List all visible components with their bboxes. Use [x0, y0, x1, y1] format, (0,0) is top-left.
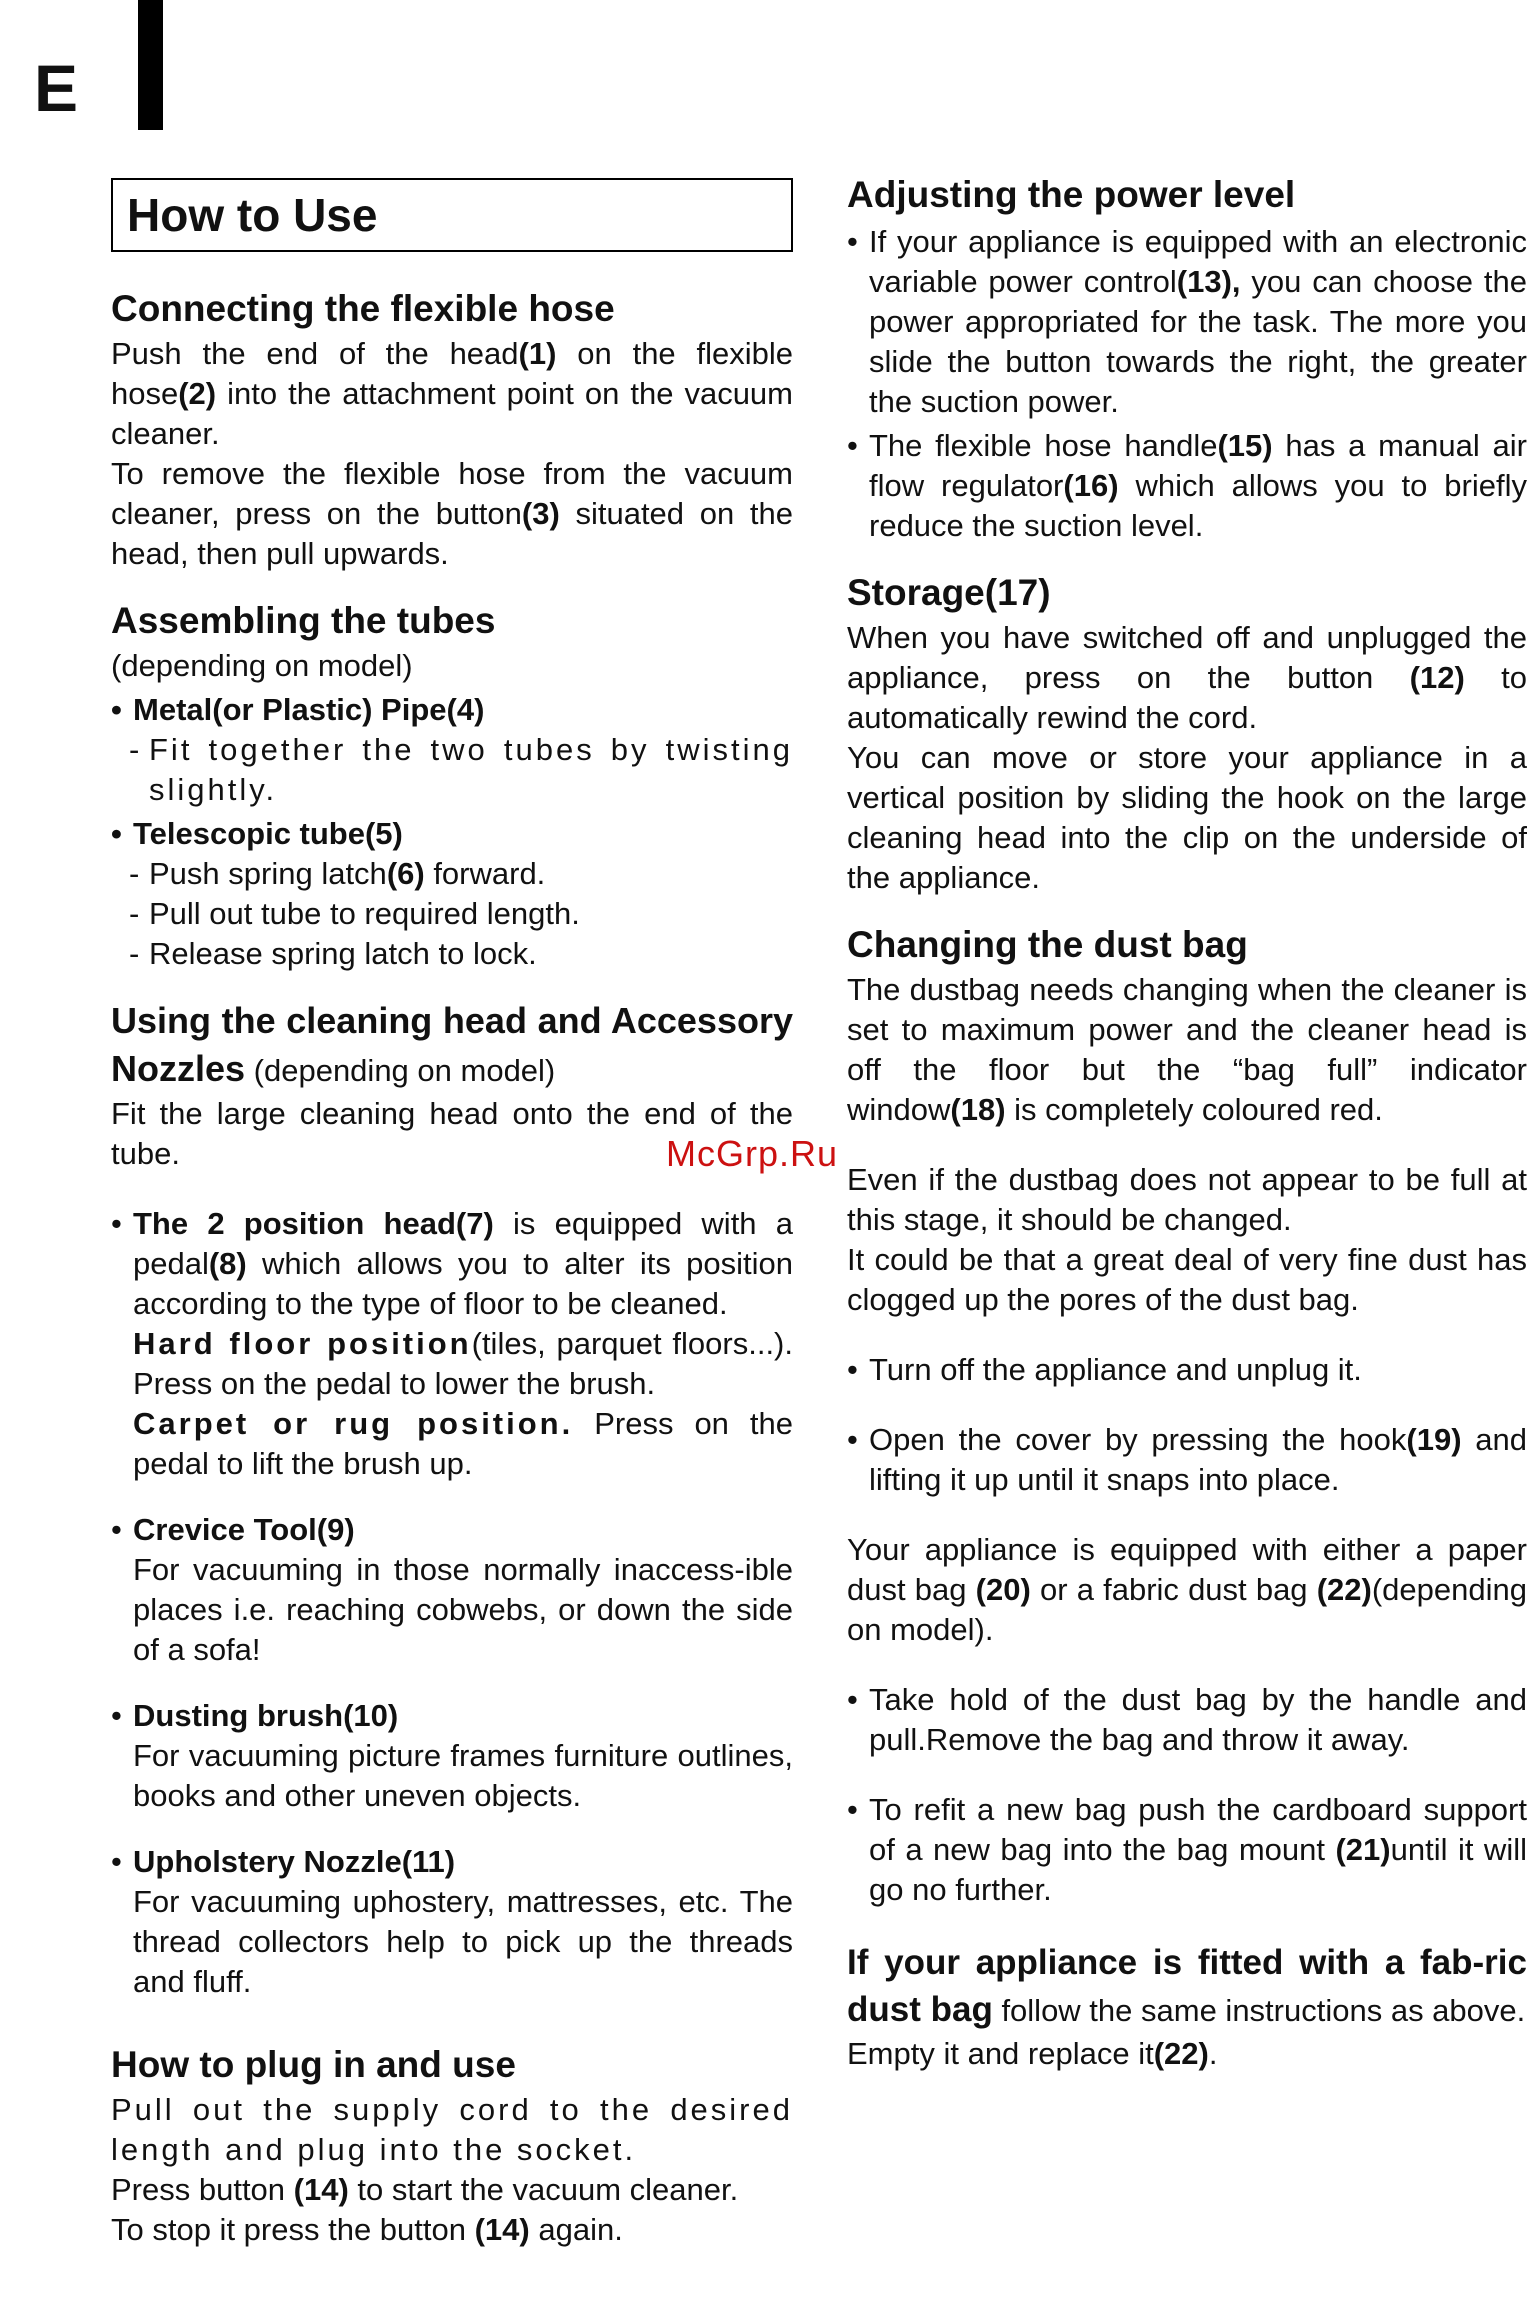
- dustbag-fabric-paragraph: If your appliance is fitted with a fab-ric dust bag follow the same instructions as above.: [847, 1943, 1527, 2029]
- plug-section: [111, 2042, 793, 2250]
- upholstery-nozzle-item: • Upholstery Nozzle(11) For vacuuming uphostery, mattresses, etc. The thread collectors help to pick up the threads and fluff.: [111, 1842, 793, 2002]
- head-heading: Using the cleaning head and Accessory Nozzles (depending on model): [111, 1000, 793, 1089]
- dustbag-bullet-open-cover: • Open the cover by pressing the hook(19) and lifting it up until it snaps into place.: [847, 1420, 1527, 1500]
- storage-section: [847, 570, 1527, 898]
- dustbag-paragraph-1: The dustbag needs changing when the cleaner is set to maximum power and the cleaner head is off the floor but the “bag full” indicator window(18) is completely coloured red.: [847, 972, 1527, 1127]
- power-section: [847, 172, 1527, 546]
- plug-paragraph-2: Press button (14) to start the vacuum cleaner.: [111, 2172, 739, 2207]
- storage-paragraph-1: When you have switched off and unplugged the appliance, press on the button (12) to automatically rewind the cord.: [847, 620, 1527, 735]
- page-title: How to Use: [111, 178, 793, 252]
- storage-heading: Storage(17): [847, 572, 1051, 613]
- dustbag-bullet-remove: • Take hold of the dust bag by the handle and pull.Remove the bag and throw it away.: [847, 1680, 1527, 1760]
- power-bullet-2: • The flexible hose handle(15) has a manual air flow regulator(16) which allows you to briefly reduce the suction level.: [847, 426, 1527, 546]
- tubes-section: [111, 598, 793, 974]
- power-bullet-1: • If your appliance is equipped with an electronic variable power control(13), you can choose the power appropriated for the task. The more you slide the button towards the right, the greater the suction power.: [847, 222, 1527, 422]
- metal-pipe-step: - Fit together the two tubes by twisting slightly.: [111, 730, 793, 810]
- hose-heading: Connecting the flexible hose: [111, 288, 615, 329]
- power-heading: Adjusting the power level: [847, 174, 1296, 215]
- dustbag-bullet-unplug: • Turn off the appliance and unplug it.: [847, 1350, 1527, 1390]
- dustbag-section: [847, 922, 1527, 2074]
- plug-paragraph-1: Pull out the supply cord to the desired length and plug into the socket.: [111, 2092, 793, 2167]
- head-section: [111, 998, 793, 2002]
- dustbag-bullet-refit: • To refit a new bag push the cardboard support of a new bag into the bag mount (21)until it will go no further.: [847, 1790, 1527, 1910]
- tubes-note: (depending on model): [111, 648, 413, 683]
- dustbag-paragraph-2: Even if the dustbag does not appear to be full at this stage, it should be changed.: [847, 1162, 1527, 1237]
- metal-pipe-item: • Metal(or Plastic) Pipe(4): [111, 690, 793, 730]
- hose-paragraph-2: To remove the flexible hose from the vacuum cleaner, press on the button(3) situated on the head, then pull upwards.: [111, 456, 793, 571]
- plug-heading: How to plug in and use: [111, 2044, 516, 2085]
- right-column: [847, 172, 1527, 2098]
- watermark: McGrp.Ru: [666, 1133, 839, 1174]
- telescopic-step-2: - Pull out tube to required length.: [111, 894, 793, 934]
- telescopic-step-3: - Release spring latch to lock.: [111, 934, 793, 974]
- page-edge-bar: [138, 0, 163, 130]
- head-intro: Fit the large cleaning head onto the end of the tube.: [111, 1096, 793, 1171]
- dusting-brush-item: • Dusting brush(10) For vacuuming picture frames furniture outlines, books and other uneven objects.: [111, 1696, 793, 1816]
- hose-paragraph-1: Push the end of the head(1) on the flexible hose(2) into the attachment point on the vacuum cleaner.: [111, 336, 793, 451]
- telescopic-step-1: - Push spring latch(6) forward.: [111, 854, 793, 894]
- storage-paragraph-2: You can move or store your appliance in a vertical position by sliding the hook on the large cleaning head into the clip on the underside of the appliance.: [847, 740, 1527, 895]
- dustbag-heading: Changing the dust bag: [847, 924, 1248, 965]
- dustbag-paragraph-5: Empty it and replace it(22).: [847, 2036, 1218, 2071]
- plug-paragraph-3: To stop it press the button (14) again.: [111, 2212, 623, 2247]
- crevice-tool-item: • Crevice Tool(9) For vacuuming in those normally inaccess-ible places i.e. reaching cobwebs, or down the side of a sofa!: [111, 1510, 793, 1670]
- position-head-item: • The 2 position head(7) is equipped with a pedal(8) which allows you to alter its position according to the type of floor to be cleaned. Hard floor position(tiles, parquet floors...). Press on the pedal to lower the brush. Carpet or rug position. Press on the pedal to lift the brush up.: [111, 1204, 793, 1484]
- telescopic-tube-item: • Telescopic tube(5): [111, 814, 793, 854]
- dustbag-paragraph-4: Your appliance is equipped with either a paper dust bag (20) or a fabric dust bag (22)(depending on model).: [847, 1532, 1527, 1647]
- hose-section: [111, 286, 793, 574]
- left-column: [111, 178, 793, 2274]
- dustbag-paragraph-3: It could be that a great deal of very fine dust has clogged up the pores of the dust bag.: [847, 1242, 1527, 1317]
- page-section-letter: E: [34, 51, 79, 125]
- tubes-heading: Assembling the tubes: [111, 600, 496, 641]
